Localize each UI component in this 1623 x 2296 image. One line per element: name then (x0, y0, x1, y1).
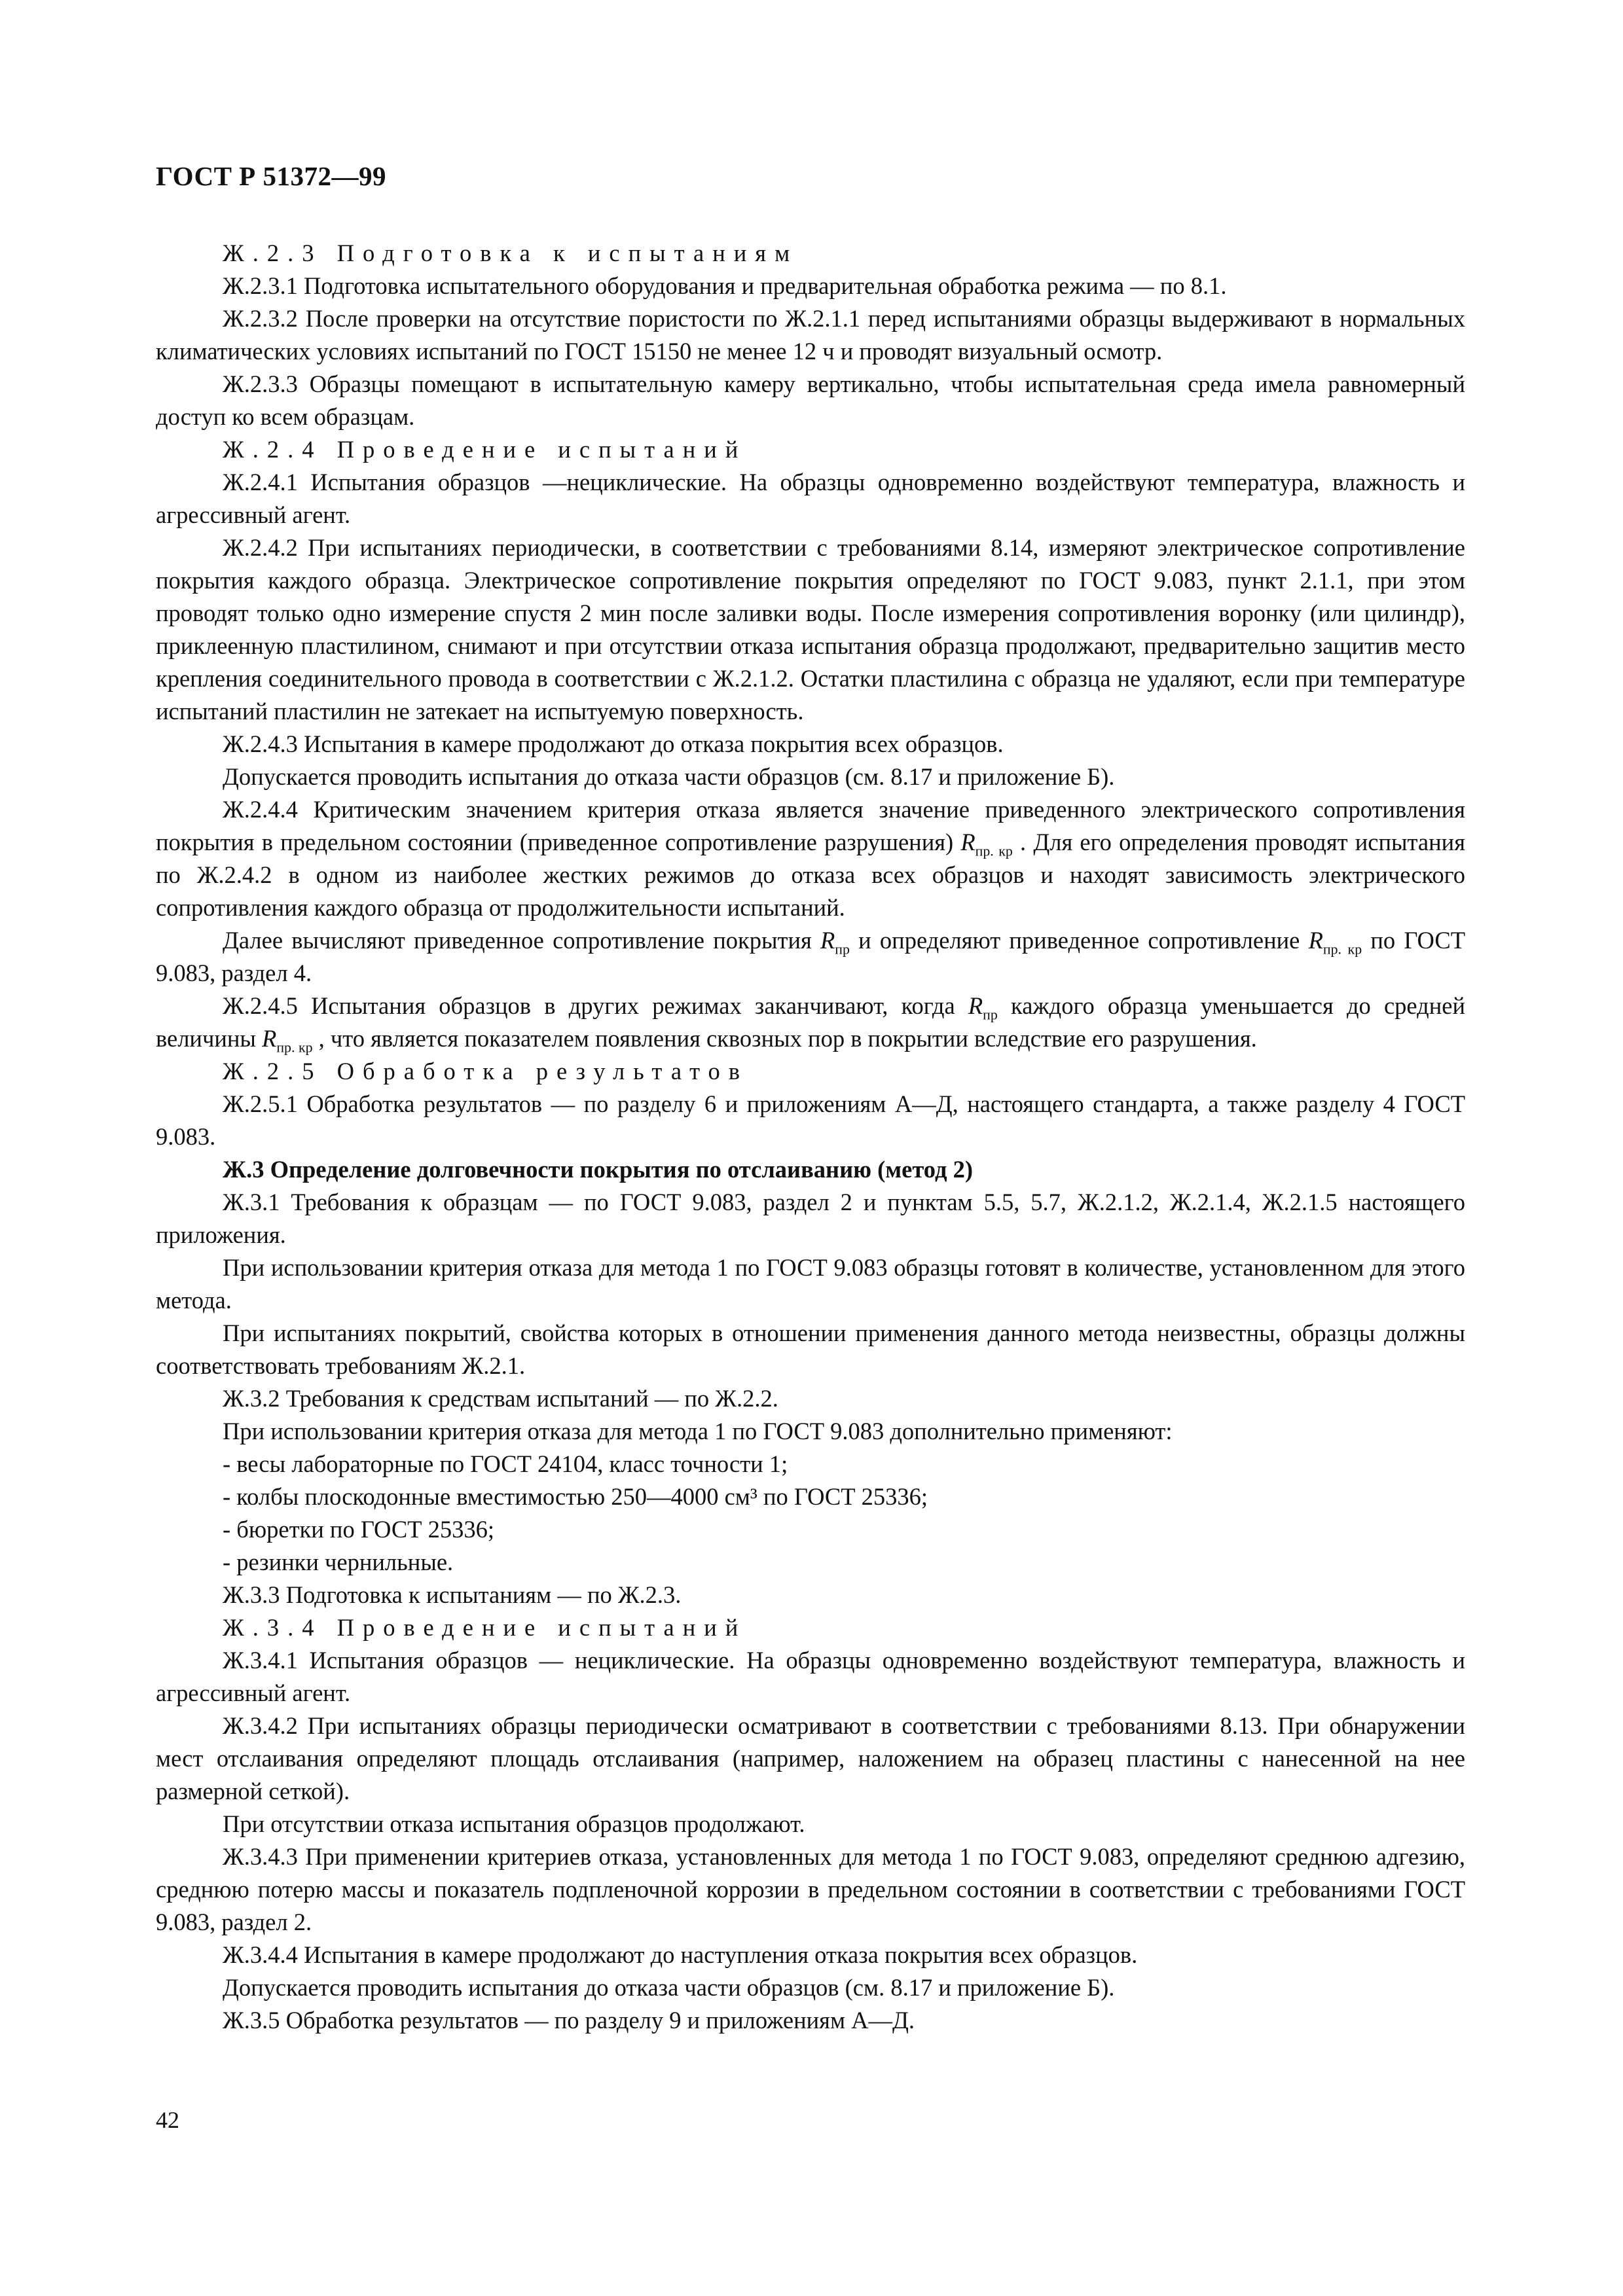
paragraph: Ж.2.3.1 Подготовка испытательного оборудования и предварительная обработка режима — по 8.1. (223, 272, 1227, 299)
paragraph: Ж.2.5.1 Обработка результатов — по разделу 6 и приложениям А—Д, настоящего стандарта, а также разделу 4 ГОСТ 9.083. (156, 1090, 1465, 1150)
symbol-subscript: пр (983, 1006, 998, 1023)
symbol-subscript: пр (835, 941, 850, 958)
paragraph: Ж.3.5 Обработка результатов — по разделу 9 и приложениям А—Д. (223, 2007, 915, 2034)
formula-symbol (820, 927, 850, 958)
formula-symbol (1308, 927, 1362, 958)
paragraph: Ж.3.4.1 Испытания образцов — нециклические. На образцы одновременно воздействуют температура, влажность и агрессивный агент. (156, 1647, 1465, 1706)
text-run: Ж.2.4.5 Испытания образцов в других режимах заканчивают, когда (223, 992, 968, 1019)
formula-symbol (968, 992, 998, 1023)
text-run: по ГОСТ 9.083, раздел 4. (156, 927, 1465, 986)
formula-symbol (960, 829, 1013, 859)
paragraph: При использовании критерия отказа для метода 1 по ГОСТ 9.083 образцы готовят в количестве, установленном для этого метода. (156, 1254, 1465, 1314)
paragraph: - колбы плоскодонные вместимостью 250—4000 см³ по ГОСТ 25336; (223, 1483, 928, 1510)
paragraph: Ж.2.4 Проведение испытаний (223, 436, 747, 463)
paragraph: - резинки чернильные. (223, 1549, 454, 1575)
symbol-subscript: пр. кр (975, 842, 1013, 859)
paragraph: Ж.2.5 Обработка результатов (223, 1058, 749, 1085)
paragraph: Ж.3.4.4 Испытания в камере продолжают до наступления отказа покрытия всех образцов. (223, 1941, 1138, 1968)
text-run: Ж.2.4.4 Критическим значением критерия отказа является значение приведенного электрического сопротивления покрытия в предельном состоянии (приведенное сопротивление разрушения) (156, 796, 1465, 855)
symbol-letter: R (820, 927, 835, 954)
symbol-subscript: пр. кр (1322, 941, 1362, 958)
paragraph: - весы лабораторные по ГОСТ 24104, класс точности 1; (223, 1450, 788, 1477)
paragraph: Ж.3 Определение долговечности покрытия по отслаиванию (метод 2) (223, 1156, 973, 1183)
paragraph: Ж.3.4.2 При испытаниях образцы периодически осматривают в соответствии с требованиями 8.13. При обнаружении мест отслаивания определяют площадь отслаивания (например, наложением на образец пластины с нанесенной на нее размерной сеткой). (156, 1712, 1465, 1804)
paragraph: Ж.2.3 Подготовка к испытаниям (223, 240, 799, 266)
paragraph: Допускается проводить испытания до отказа части образцов (см. 8.17 и приложение Б). (223, 1974, 1115, 2001)
text-run: и определяют приведенное сопротивление (849, 927, 1309, 954)
paragraph: Ж.2.4.1 Испытания образцов —нециклические. На образцы одновременно воздействуют температура, влажность и агрессивный агент. (156, 469, 1465, 528)
document-header: ГОСТ Р 51372—99 (156, 161, 386, 191)
paragraph: Ж.2.3.3 Образцы помещают в испытательную камеру вертикально, чтобы испытательная среда имела равномерный доступ ко всем образцам. (156, 370, 1465, 430)
paragraph: Ж.3.4.3 При применении критериев отказа, установленных для метода 1 по ГОСТ 9.083, определяют среднюю адгезию, среднюю потерю массы и показатель подпленочной коррозии в предельном состоянии в соответствии с требованиями ГОСТ 9.083, раздел 2. (156, 1843, 1465, 1935)
paragraph: Ж.2.4.2 При испытаниях периодически, в соответствии с требованиями 8.14, измеряют электрическое сопротивление покрытия каждого образца. Электрическое сопротивление покрытия определяют по ГОСТ 9.083, пункт 2.1.1, при этом проводят только одно измерение спустя 2 мин после заливки воды. После измерения сопротивления воронку (или цилиндр), приклеенную пластилином, снимают и при отсутствии отказа испытания образца продолжают, предварительно защитив место крепления соединительного провода в соответствии с Ж.2.1.2. Остатки пластилина с образца не удаляют, если при температуре испытаний пластилин не затекает на испытуемую поверхность. (156, 534, 1465, 725)
formula-symbol (262, 1025, 313, 1056)
text-run: Далее вычисляют приведенное сопротивление покрытия (223, 927, 820, 954)
paragraph: Ж.3.1 Требования к образцам — по ГОСТ 9.083, раздел 2 и пунктам 5.5, 5.7, Ж.2.1.2, Ж.2.1.4, Ж.2.1.5 настоящего приложения. (156, 1189, 1465, 1248)
paragraph: Ж.3.3 Подготовка к испытаниям — по Ж.2.3. (223, 1581, 682, 1608)
paragraph: - бюретки по ГОСТ 25336; (223, 1516, 494, 1543)
text-run: , что является показателем появления сквозных пор в покрытии вследствие его разрушения. (312, 1025, 1257, 1052)
paragraph: При испытаниях покрытий, свойства которых в отношении применения данного метода неизвестны, образцы должны соответствовать требованиям Ж.2.1. (156, 1319, 1465, 1379)
symbol-letter: R (968, 992, 983, 1019)
symbol-subscript: пр. кр (276, 1039, 313, 1056)
symbol-letter: R (1308, 927, 1323, 954)
paragraph: Допускается проводить испытания до отказа части образцов (см. 8.17 и приложение Б). (223, 763, 1115, 790)
text-run: каждого образца уменьшается до средней величины (156, 992, 1465, 1052)
paragraph: Ж.3.2 Требования к средствам испытаний — по Ж.2.2. (223, 1385, 778, 1412)
paragraph: При использовании критерия отказа для метода 1 по ГОСТ 9.083 дополнительно применяют: (223, 1418, 1173, 1444)
paragraph: Ж.2.3.2 После проверки на отсутствие пористости по Ж.2.1.1 перед испытаниями образцы выдерживают в нормальных климатических условиях испытаний по ГОСТ 15150 не менее 12 ч и проводят визуальный осмотр. (156, 305, 1465, 365)
paragraph: При отсутствии отказа испытания образцов продолжают. (223, 1810, 805, 1837)
text-run: . Для его определения проводят испытания по Ж.2.4.2 в одном из наиболее жестких режимов до отказа всех образцов и находят зависимость электрического сопротивления каждого образца от продолжительности испытаний. (156, 829, 1465, 921)
paragraph (156, 793, 1465, 924)
symbol-letter: R (262, 1025, 277, 1052)
paragraph: Ж.2.4.3 Испытания в камере продолжают до отказа покрытия всех образцов. (223, 730, 1004, 757)
document-body (156, 237, 1465, 2037)
symbol-letter: R (960, 829, 976, 855)
paragraph (156, 924, 1465, 990)
page-number: 42 (156, 2107, 179, 2133)
paragraph: Ж.3.4 Проведение испытаний (223, 1614, 747, 1641)
paragraph (156, 990, 1465, 1055)
